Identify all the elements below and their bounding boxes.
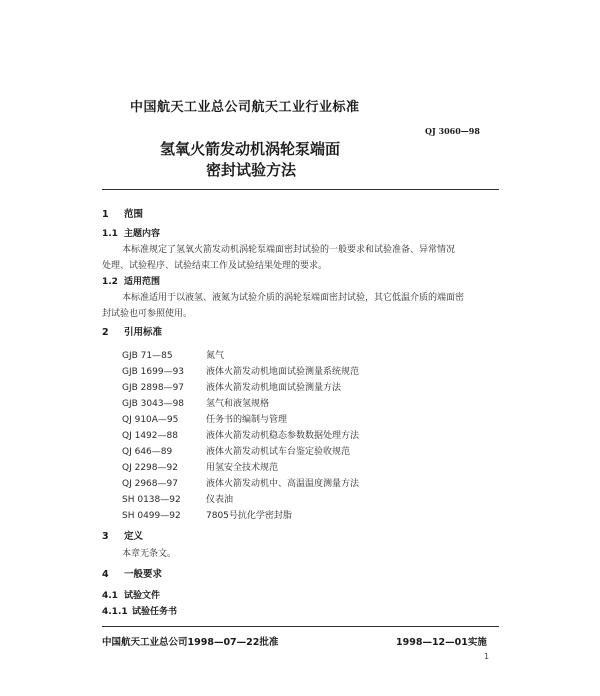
section-number: 1.1 xyxy=(102,229,118,239)
section-1-2-heading xyxy=(102,274,160,287)
section-title: 试验文件 xyxy=(124,591,161,601)
standard-name: 用氢安全技术规范 xyxy=(206,463,279,473)
standard-id: QJ 1492—88 xyxy=(122,431,178,441)
document-title-line2: 密封试验方法 xyxy=(206,161,297,179)
section-number: 1.2 xyxy=(102,277,118,287)
section-3-heading xyxy=(102,528,143,542)
standard-id: QJ 646—89 xyxy=(122,447,173,457)
section-number: 2 xyxy=(102,327,109,338)
standard-id: GJB 1699—93 xyxy=(122,367,185,377)
standard-name: 仪表油 xyxy=(206,495,234,505)
section-title: 引用标准 xyxy=(124,327,163,338)
referenced-standard xyxy=(122,476,359,489)
standard-id: SH 0138—92 xyxy=(122,495,181,505)
section-title: 试验任务书 xyxy=(132,607,178,617)
section-title: 适用范围 xyxy=(124,277,161,287)
referenced-standard xyxy=(122,380,341,393)
standard-id: GJB 71—85 xyxy=(122,351,173,361)
paragraph-line: 本标准规定了氢氧火箭发动机涡轮泵端面密封试验的一般要求和试验准备、异常情况 xyxy=(122,245,456,255)
paragraph-line: 本章无条文。 xyxy=(122,549,177,559)
section-4-1-1-heading xyxy=(102,604,177,617)
paragraph-line: 处理、试验程序、试验结束工作及试验结果处理的要求。 xyxy=(102,261,328,271)
section-title: 主题内容 xyxy=(124,229,161,239)
standard-code: QJ 3060—98 xyxy=(425,126,480,136)
approval-note: 中国航天工业总公司1998—07—22批准 xyxy=(102,637,279,648)
document-title-line1: 氢氧火箭发动机涡轮泵端面 xyxy=(160,140,341,158)
issuer-heading: 中国航天工业总公司航天工业行业标准 xyxy=(130,100,360,115)
referenced-standard xyxy=(122,396,269,409)
section-title: 定义 xyxy=(124,531,144,542)
referenced-standard xyxy=(122,364,359,377)
page-number: 1 xyxy=(484,652,490,661)
standard-name: 液体火箭发动机稳态参数数据处理方法 xyxy=(206,431,360,441)
referenced-standard xyxy=(122,460,278,473)
implementation-date: 1998—12—01实施 xyxy=(396,637,487,648)
section-1-1-heading xyxy=(102,226,160,239)
standard-name: 氮气 xyxy=(206,351,225,361)
referenced-standard xyxy=(122,412,287,425)
standard-name: 液体火箭发动机地面试验测量系统规范 xyxy=(206,367,360,377)
section-title: 范围 xyxy=(124,209,144,220)
footer-rule xyxy=(102,626,499,627)
standard-id: QJ 910A—95 xyxy=(122,415,179,425)
referenced-standard xyxy=(122,428,359,441)
standard-id: SH 0499—92 xyxy=(122,511,181,521)
standard-name: 7805号抗化学密封脂 xyxy=(206,511,292,521)
section-number: 3 xyxy=(102,531,109,542)
standard-name: 液体火箭发动机试车台鉴定验收规范 xyxy=(206,447,351,457)
standard-name: 液体火箭发动机中、高温温度测量方法 xyxy=(206,479,360,489)
section-number: 1 xyxy=(102,209,109,220)
referenced-standard xyxy=(122,508,292,521)
standard-id: QJ 2968—97 xyxy=(122,479,178,489)
section-title: 一般要求 xyxy=(124,569,163,580)
section-4-1-heading xyxy=(102,588,160,601)
standard-name: 液体火箭发动机地面试验测量方法 xyxy=(206,383,342,393)
standard-name: 任务书的编制与管理 xyxy=(206,415,288,425)
standard-id: GJB 3043—98 xyxy=(122,399,185,409)
referenced-standard xyxy=(122,348,224,361)
paragraph-line: 封试验也可参照使用。 xyxy=(102,309,193,319)
section-2-heading xyxy=(102,324,162,338)
section-number: 4.1.1 xyxy=(102,607,128,617)
section-4-heading xyxy=(102,566,162,580)
referenced-standard xyxy=(122,492,233,505)
referenced-standard xyxy=(122,444,350,457)
standard-name: 氢气和液氢规格 xyxy=(206,399,270,409)
paragraph-line: 本标准适用于以液氢、液氮为试验介质的涡轮泵端面密封试验，其它低温介质的端面密 xyxy=(122,293,465,303)
section-1-heading xyxy=(102,206,143,220)
standard-id: GJB 2898—97 xyxy=(122,383,185,393)
standard-id: QJ 2298—92 xyxy=(122,463,178,473)
section-number: 4 xyxy=(102,569,109,580)
header-rule xyxy=(102,189,499,190)
section-number: 4.1 xyxy=(102,591,118,601)
